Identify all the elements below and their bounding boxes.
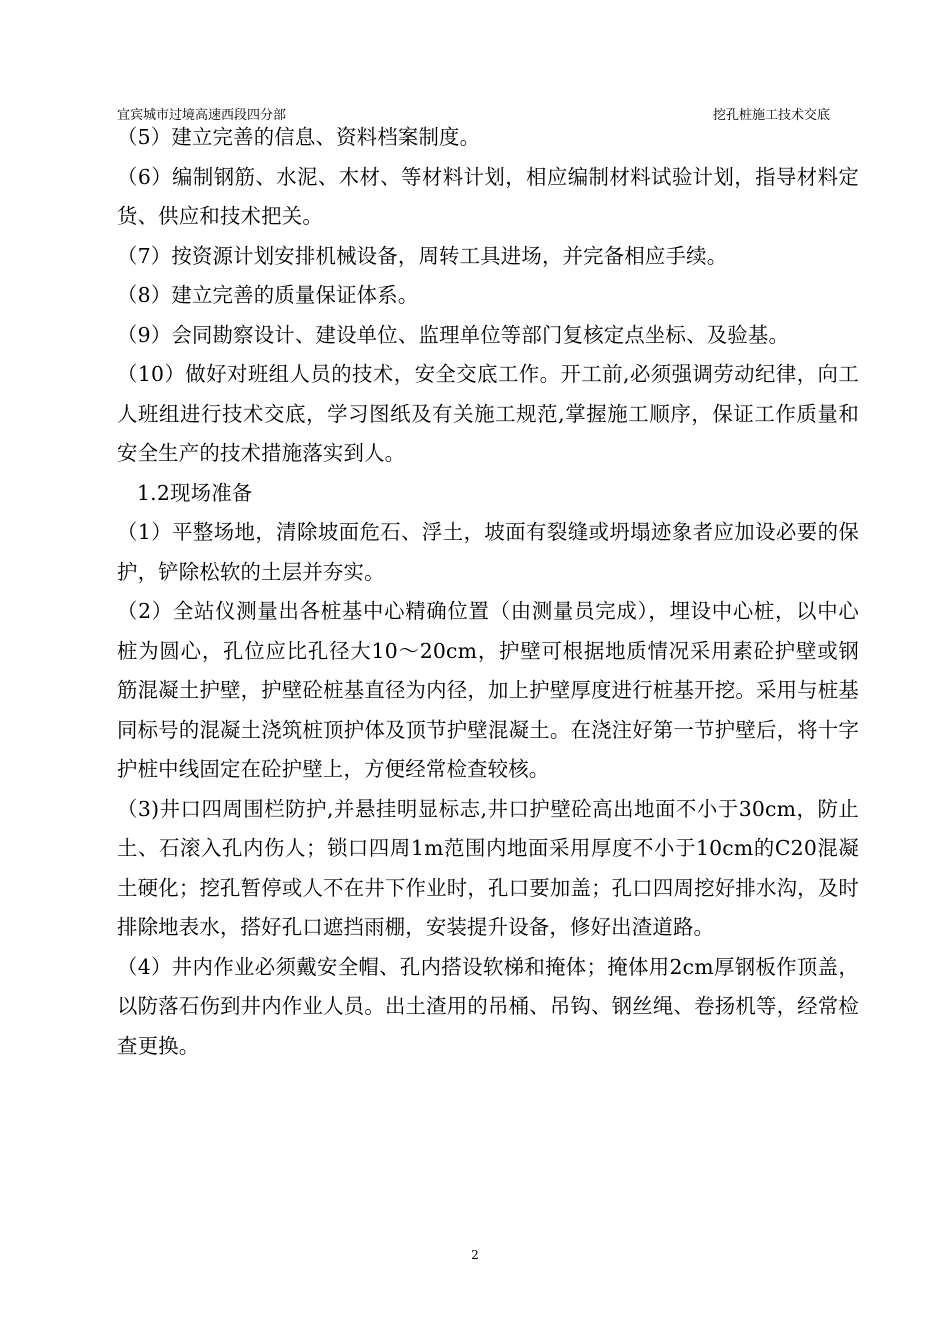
page-footer xyxy=(0,1247,950,1263)
paragraph-item-5: （5）建立完善的信息、资料档案制度。 xyxy=(117,125,481,149)
page-number: 2 xyxy=(471,1248,479,1262)
paragraph-item-10: （10）做好对班组人员的技术，安全交底工作。开工前,必须强调劳动纪律，向工人班组进行技术交底，学习图纸及有关施工规范,掌握施工顺序，保证工作质量和安全生产的技术措施落实到人。 xyxy=(117,362,859,465)
paragraph-site-item-2: （2）全站仪测量出各桩基中心精确位置（由测量员完成），埋设中心桩，以中心桩为圆心，孔位应比孔径大10～20cm，护壁可根据地质情况采用素砼护壁或钢筋混凝土护壁，护壁砼桩基直径为内径，加上护壁厚度进行桩基开挖。采用与桩基同标号的混凝土浇筑桩顶护体及顶节护壁混凝土。在浇注好第一节护壁后，将十字护桩中线固定在砼护壁上，方便经常检查较核。 xyxy=(117,599,859,781)
paragraph-site-item-4: （4）井内作业必须戴安全帽、孔内搭设软梯和掩体；掩体用2cm厚钢板作顶盖，以防落石伤到井内作业人员。出土渣用的吊桶、吊钩、钢丝绳、卷扬机等，经常检查更换。 xyxy=(117,954,859,1058)
paragraph-site-item-3: （3)井口四周围栏防护,并悬挂明显标志,井口护壁砼高出地面不小于30cm，防止土、石滚入孔内伤人；锁口四周1m范围内地面采用厚度不小于10cm的C20混凝土硬化；挖孔暂停或人不在井下作业时，孔口要加盖；孔口四周挖好排水沟，及时排除地表水，搭好孔口遮挡雨棚，安装提升设备，修好出渣道路。 xyxy=(117,796,859,939)
header-document-title: 挖孔桩施工技术交底 xyxy=(712,108,830,123)
header-project-name: 宜宾城市过境高速西段四分部 xyxy=(117,108,287,123)
paragraph-site-item-1: （1）平整场地，清除坡面危石、浮土，坡面有裂缝或坍塌迹象者应加设必要的保护，铲除松软的土层并夯实。 xyxy=(117,520,859,584)
document-body xyxy=(117,118,859,1066)
paragraph-item-6: （6）编制钢筋、水泥、木材、等材料计划，相应编制材料试验计划，指导材料定货、供应和技术把关。 xyxy=(117,164,859,228)
paragraph-item-7: （7）按资源计划安排机械设备，周转工具进场，并完备相应手续。 xyxy=(117,243,728,268)
section-heading-site-preparation: 1.2现场准备 xyxy=(137,480,253,505)
paragraph-item-8: （8）建立完善的质量保证体系。 xyxy=(117,283,419,307)
paragraph-item-9: （9）会同勘察设计、建设单位、监理单位等部门复核定点坐标、及验基。 xyxy=(117,322,790,347)
